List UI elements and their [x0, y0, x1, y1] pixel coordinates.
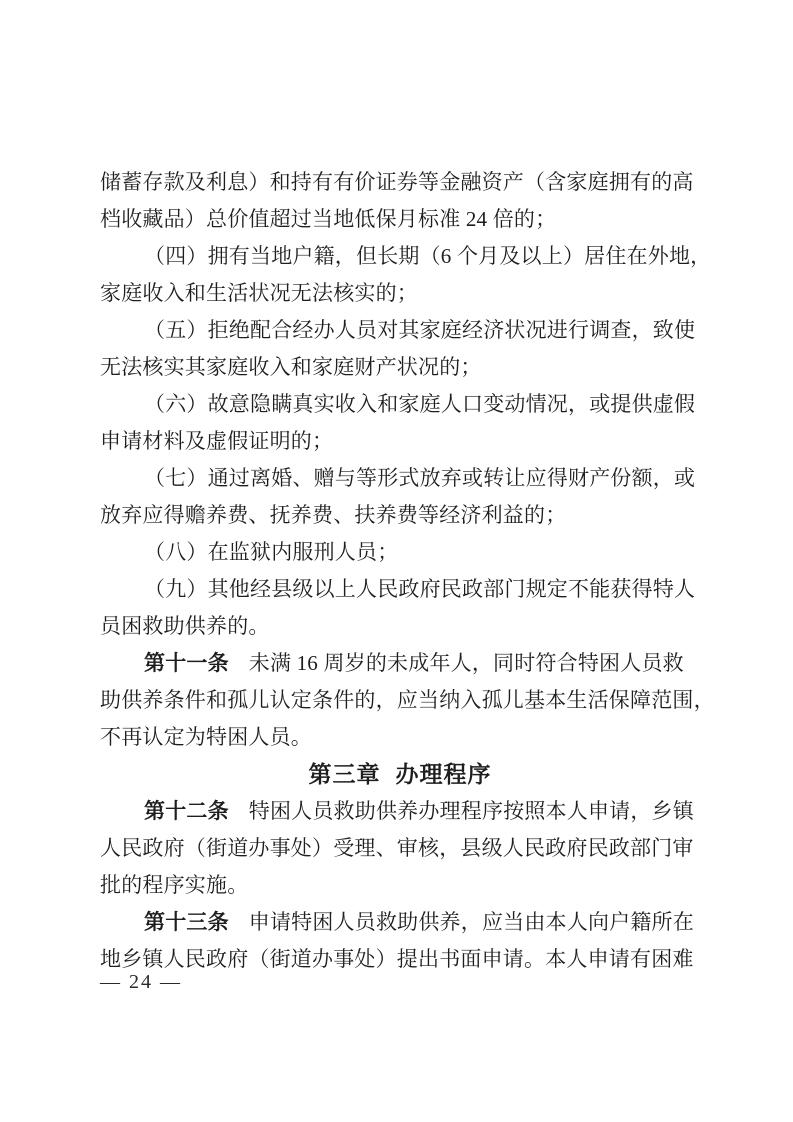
- body-line-article-13: [100, 904, 700, 941]
- chapter-number: 第三章: [308, 761, 381, 787]
- body-line: 放弃应得赡养费、抚养费、扶养费等经济利益的；: [100, 503, 567, 527]
- body-line: （六）故意隐瞒真实收入和家庭人口变动情况，或提供虚假: [144, 392, 696, 416]
- article-text: 特困人员救助供养办理程序按照本人申请，乡镇: [248, 799, 694, 823]
- body-line: 档收藏品）总价值超过当地低保月标准 24 倍的；: [100, 207, 557, 231]
- body-line: 家庭收入和生活状况无法核实的；: [100, 281, 418, 305]
- chapter-heading: [100, 756, 700, 793]
- article-text: 未满 16 周岁的未成年人，同时符合特困人员救: [248, 651, 684, 675]
- body-line: 人民政府（街道办事处）受理、审核，县级人民政府民政部门审: [100, 836, 694, 860]
- document-body: [100, 164, 715, 978]
- body-line: 地乡镇人民政府（街道办事处）提出书面申请。本人申请有困难: [100, 947, 694, 971]
- body-line: （九）其他经县级以上人民政府民政部门规定不能获得特人: [144, 577, 696, 601]
- body-line: 助供养条件和孤儿认定条件的，应当纳入孤儿基本生活保障范围，: [100, 688, 715, 712]
- body-line: 批的程序实施。: [100, 873, 249, 897]
- body-line: 不再认定为特困人员。: [100, 725, 312, 749]
- page-number: — 24 —: [100, 971, 182, 993]
- body-line: （八）在监狱内服刑人员；: [144, 540, 399, 564]
- body-line: （七）通过离婚、赠与等形式放弃或转让应得财产份额，或: [144, 466, 696, 490]
- body-line: 储蓄存款及利息）和持有有价证券等金融资产（含家庭拥有的高: [100, 170, 694, 194]
- article-text: 申请特困人员救助供养，应当由本人向户籍所在: [248, 910, 694, 934]
- article-number: 第十三条: [144, 910, 229, 934]
- body-line: （五）拒绝配合经办人员对其家庭经济状况进行调查，致使: [144, 318, 696, 342]
- body-line: 无法核实其家庭收入和家庭财产状况的；: [100, 355, 482, 379]
- body-line: 申请材料及虚假证明的；: [100, 429, 334, 453]
- chapter-title: 办理程序: [395, 761, 492, 787]
- body-line-article-12: [100, 793, 700, 830]
- article-number: 第十一条: [144, 651, 229, 675]
- article-number: 第十二条: [144, 799, 229, 823]
- body-line: （四）拥有当地户籍，但长期（6 个月及以上）居住在外地，: [144, 244, 712, 268]
- body-line: 员困救助供养的。: [100, 614, 270, 638]
- body-line-article-11: [100, 645, 700, 682]
